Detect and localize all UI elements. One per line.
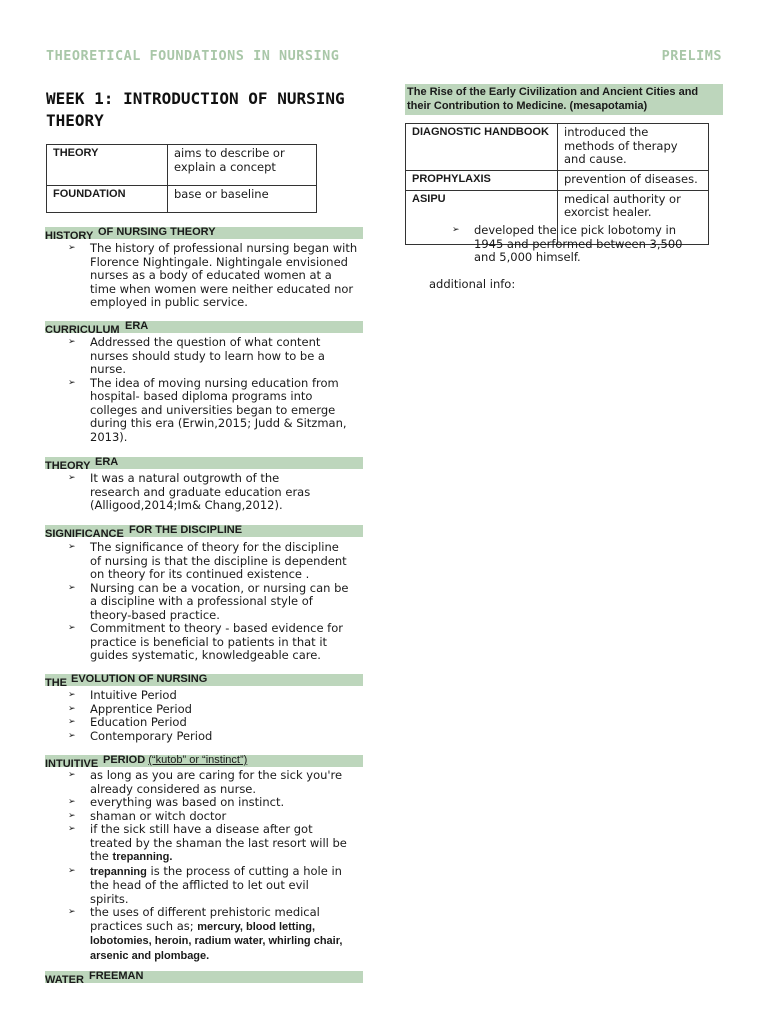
heading-word: WATER [45, 974, 84, 986]
section-heading-history [45, 226, 363, 242]
item-bold: trepanning. [112, 851, 173, 863]
heading-rest: FOR THE DISCIPLINE [129, 524, 243, 536]
curriculum-list [68, 336, 348, 444]
definition-table [46, 144, 317, 213]
heading-note: (“kutob” or “instinct”) [148, 754, 248, 766]
item-bold: trepanning [90, 865, 147, 878]
additional-info-label: additional info: [429, 277, 516, 291]
table-row [406, 170, 709, 190]
list-item: ➢ Addressed the question of what content nurses should study to learn how to be a nurse. [68, 336, 348, 377]
table-definition: base or baseline [168, 186, 317, 213]
list-item [68, 906, 350, 963]
list-item: ➢ as long as you are caring for the sick you're already considered as nurse. [68, 769, 350, 796]
list-item: ➢ The significance of theory for the discipline of nursing is that the discipline is dependent on theory for its continued existence . [68, 541, 353, 582]
heading-rest: ERA [125, 320, 149, 332]
section-heading-water-freeman [45, 970, 363, 986]
table-term: ASIPU [406, 190, 558, 244]
table-term: THEORY [47, 145, 168, 186]
page-title: WEEK 1: INTRODUCTION OF NURSING THEORY [46, 89, 345, 130]
list-item: ➢ Contemporary Period [68, 730, 348, 744]
list-item: ➢ Commitment to theory - based evidence for practice is beneficial to patients in that it guides systematic, knowledgeable care. [68, 622, 353, 663]
heading-period: PERIOD [103, 754, 146, 766]
section-heading-significance [45, 524, 363, 540]
item-text: if the sick still have a disease after got treated by the shaman the last resort will be the [90, 822, 347, 863]
table-row [406, 124, 709, 171]
table-row [47, 186, 317, 213]
heading-rest: EVOLUTION OF NURSING [71, 673, 208, 685]
history-list [68, 242, 360, 310]
lobotomy-list [452, 224, 702, 265]
heading-word: HISTORY [45, 230, 94, 242]
heading-word: THE [45, 677, 67, 689]
table-definition: aims to describe or explain a concept [168, 145, 317, 186]
list-item: ➢ everything was based on instinct. [68, 796, 350, 810]
intuitive-list [68, 769, 350, 963]
heading-rest: OF NURSING THEORY [98, 226, 216, 238]
item-text: is the process of cutting a hole in the head of the afflicted to let out evil spirits. [90, 863, 342, 906]
list-item: ➢ Education Period [68, 716, 348, 730]
section-heading-theory-era [45, 456, 363, 472]
table-term: FOUNDATION [47, 186, 168, 213]
heading-rest: ERA [95, 456, 119, 468]
table-row [47, 145, 317, 186]
section-heading-evolution [45, 673, 363, 689]
theory-era-list [68, 472, 328, 513]
item-bold: mercury, blood letting, lobotomies, heroin, radium water, whirling chair, arsenic and plombage. [90, 920, 343, 962]
right-column-heading: The Rise of the Early Civilization and Ancient Cities and their Contribution to Medicine. (mesapotamia) [405, 84, 723, 115]
list-item: ➢ It was a natural outgrowth of the research and graduate education eras (Alligood,2014;Im& Chang,2012). [68, 472, 328, 513]
list-item: ➢ Intuitive Period [68, 689, 348, 703]
heading-word: INTUITIVE [45, 758, 99, 770]
table-term: DIAGNOSTIC HANDBOOK [406, 124, 558, 171]
term-header: PRELIMS [661, 48, 722, 64]
list-item [68, 823, 350, 865]
list-item: ➢ Nursing can be a vocation, or nursing can be a discipline with a professional style of theory-based practice. [68, 582, 353, 623]
list-item: ➢ developed the ice pick lobotomy in 1945 and performed between 3,500 and 5,000 himself. [452, 224, 702, 265]
item-text: the uses of different prehistoric medical practices such as; [90, 905, 320, 933]
heading-word: THEORY [45, 460, 91, 472]
evolution-list [68, 689, 348, 743]
list-item: ➢ shaman or witch doctor [68, 810, 350, 824]
table-definition: prevention of diseases. [558, 170, 709, 190]
section-heading-curriculum [45, 320, 363, 336]
list-item: ➢ The history of professional nursing began with Florence Nightingale. Nightingale envisioned nurses as a body of educated women at a time when women were neither educated nor employed in public service. [68, 242, 360, 310]
list-item [68, 865, 350, 907]
table-definition: medical authority or exorcist healer. [558, 190, 709, 244]
list-item: ➢ The idea of moving nursing education from hospital- based diploma programs into colleges and universities began to emerge during this era (Erwin,2015; Judd & Sitzman, 2013). [68, 377, 348, 445]
heading-word: CURRICULUM [45, 324, 120, 336]
table-term: PROPHYLAXIS [406, 170, 558, 190]
section-heading-intuitive [45, 754, 363, 770]
table-definition: introduced the methods of therapy and cause. [558, 124, 709, 171]
heading-word: SIGNIFICANCE [45, 528, 124, 540]
significance-list [68, 541, 353, 663]
list-item: ➢ Apprentice Period [68, 703, 348, 717]
heading-rest [103, 754, 247, 766]
heading-rest: FREEMAN [89, 970, 144, 982]
course-header: THEORETICAL FOUNDATIONS IN NURSING [46, 48, 340, 64]
